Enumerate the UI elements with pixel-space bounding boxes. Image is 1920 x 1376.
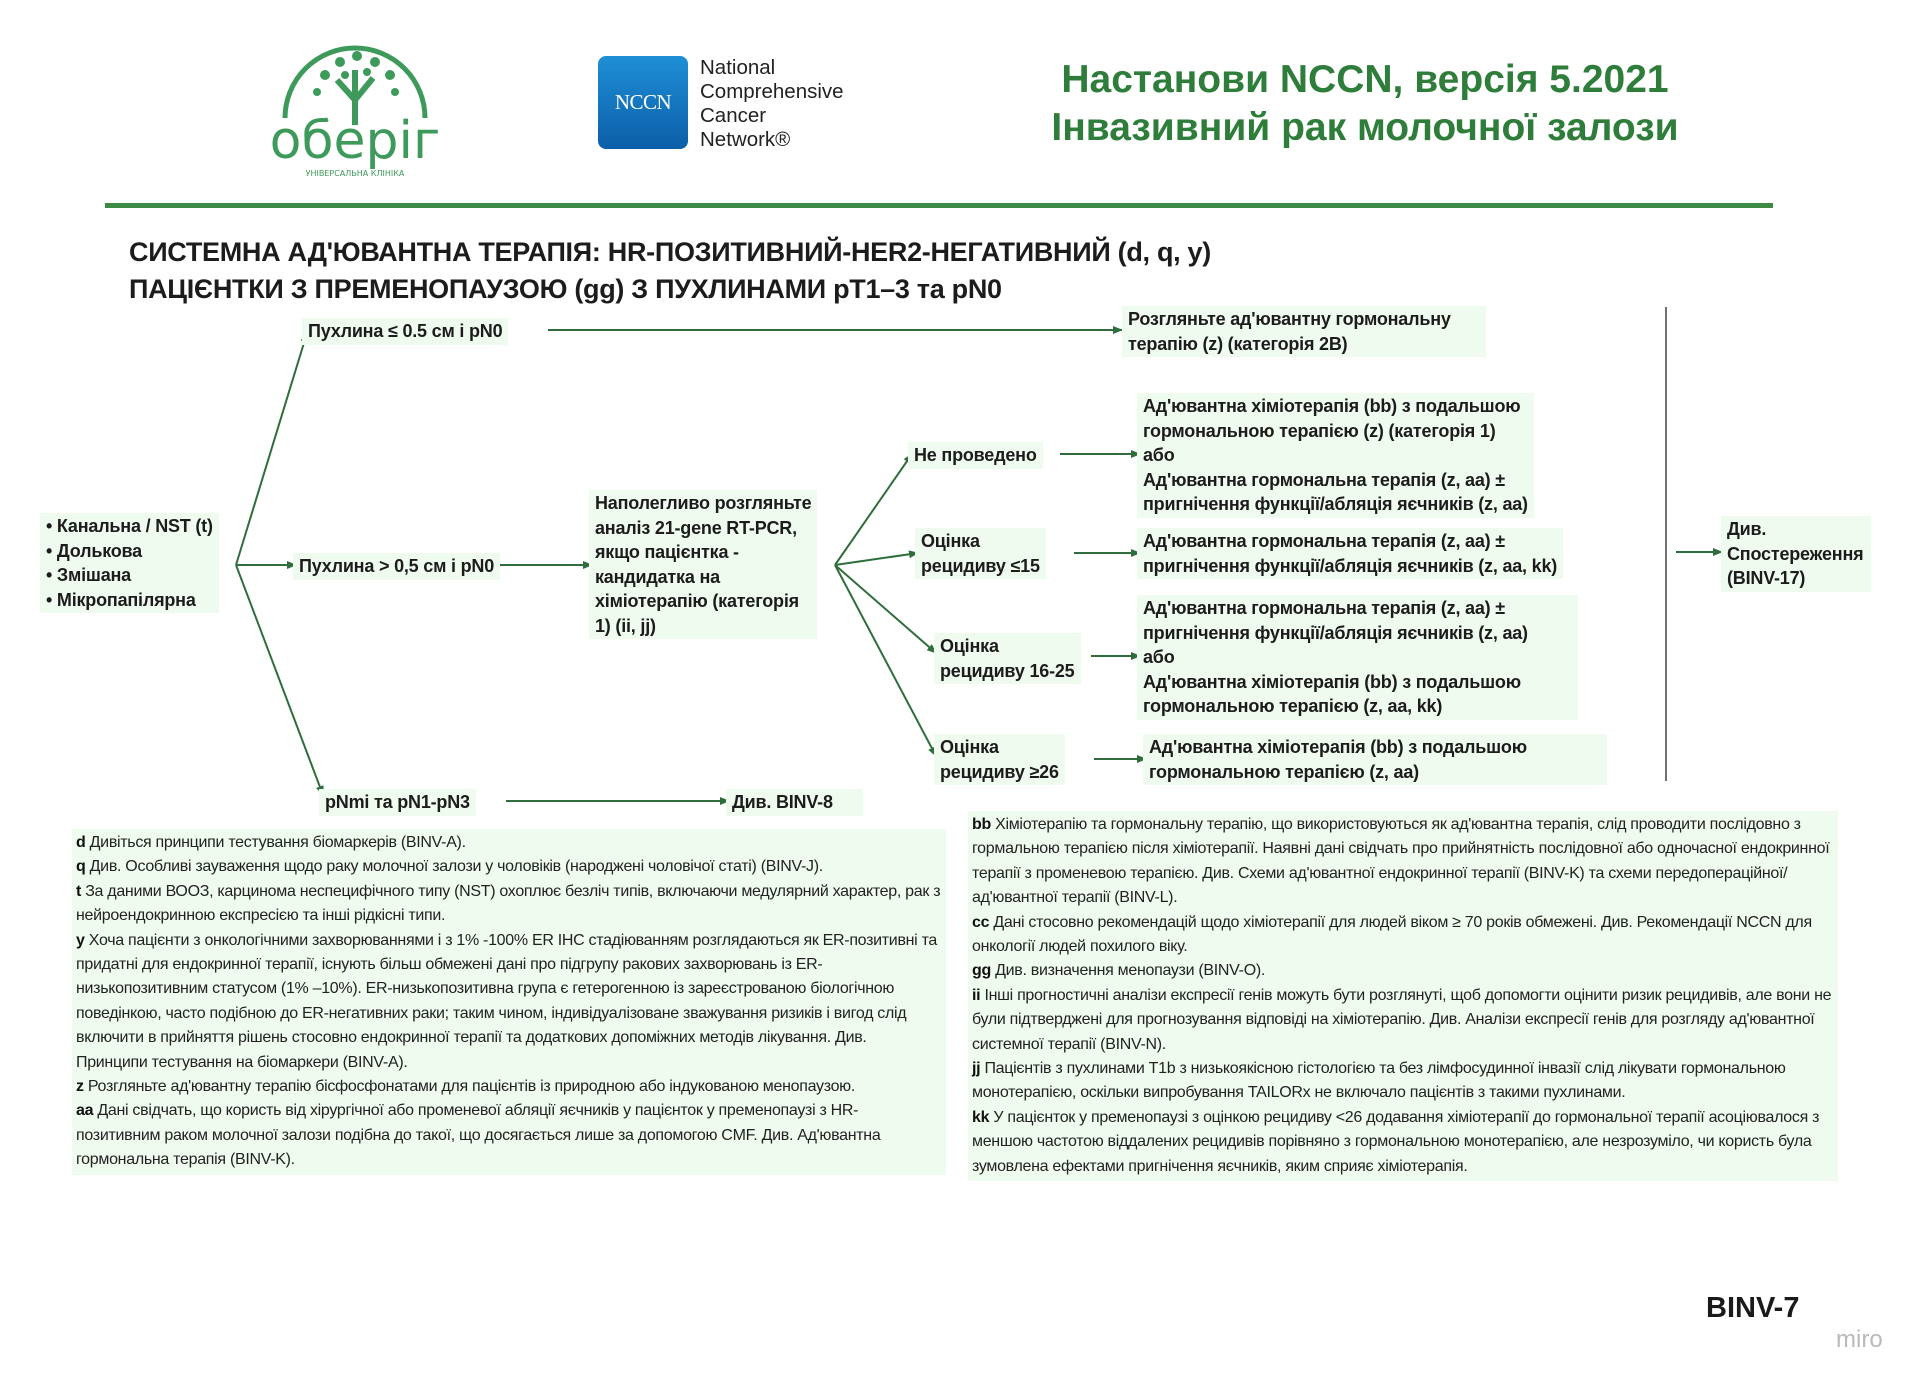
- page-id: BINV-7: [1706, 1292, 1800, 1324]
- footnote-gg: [972, 959, 1834, 983]
- footnote-kk: [972, 1106, 1834, 1179]
- miro-watermark: miro: [1836, 1326, 1883, 1353]
- nccn-line: National: [700, 56, 776, 79]
- node-text: кандидатка на: [595, 566, 720, 587]
- node-text: або: [1143, 647, 1175, 667]
- histology-item: • Долькова: [46, 540, 142, 561]
- node-text: Не проведено: [914, 445, 1037, 465]
- score-le15-node: [915, 528, 1046, 579]
- footnote-key: q: [76, 858, 86, 876]
- footnote-d: [76, 831, 942, 855]
- node-text: пригнічення функції/абляція яєчників (z, aa): [1143, 622, 1528, 643]
- node-text: Див.: [1727, 519, 1767, 539]
- node-text: якщо пацієнтка -: [595, 542, 739, 562]
- node-text: пригнічення функції/абляція яєчників (z, aa, kk): [1143, 555, 1558, 576]
- footnote-aa: [76, 1099, 942, 1172]
- nccn-line: Network®: [700, 128, 791, 151]
- node-text: (BINV-17): [1727, 568, 1806, 588]
- r16-25-result: [1137, 595, 1578, 720]
- score-ge26-node: [934, 734, 1065, 785]
- footnote-key: gg: [972, 962, 991, 980]
- histology-list: [40, 513, 219, 613]
- arrow-to-not-done: [835, 454, 912, 565]
- node-text: Пухлина > 0,5 см і pN0: [299, 556, 495, 576]
- footnote-bb: [972, 813, 1834, 911]
- node-text: Оцінка: [940, 737, 999, 757]
- title-line: Настанови NCCN, версія 5.2021: [1061, 58, 1669, 101]
- not-done-result: [1137, 393, 1534, 518]
- footnotes-left: [72, 829, 946, 1175]
- node-text: рецидиву ≥26: [940, 761, 1059, 782]
- arrow-to-score-le15: [835, 553, 918, 565]
- footnote-text: Розгляньте ад'ювантну терапію бісфосфонатами для пацієнтів із природною або індукованою менопаузою.: [87, 1078, 856, 1096]
- rtpcr-node: [589, 490, 817, 639]
- footnote-jj: [972, 1057, 1834, 1106]
- node-text: Спостереження: [1727, 543, 1864, 564]
- nccn-logo-badge: NCCN: [598, 56, 688, 149]
- footnotes-right: [968, 811, 1838, 1181]
- ge26-result: [1143, 734, 1607, 785]
- large-tumor-node: [293, 553, 500, 580]
- title-line: Інвазивний рак молочної залози: [1051, 106, 1679, 149]
- histology-item: • Змішана: [46, 565, 131, 585]
- node-text: Пухлина ≤ 0.5 см і pN0: [308, 321, 503, 341]
- node-positive-node: [319, 789, 476, 816]
- node-text: Оцінка: [921, 531, 980, 551]
- svg-text:УНІВЕРСАЛЬНА КЛІНІКА: УНІВЕРСАЛЬНА КЛІНІКА: [305, 169, 405, 178]
- le15-result: [1137, 528, 1563, 579]
- footnote-text: Дані стосовно рекомендацій щодо хіміотерапії для людей віком ≥ 70 років обмежені. Див. Рекомендації NCCN для онкології людей похилого віку.: [972, 913, 1812, 956]
- footnote-key: aa: [76, 1102, 94, 1120]
- node-text: Див. BINV-8: [732, 792, 833, 812]
- see-binv8-node[interactable]: [726, 789, 863, 816]
- histology-item: • Мікропапілярна: [46, 589, 196, 610]
- score-16-25-node: [934, 633, 1081, 684]
- footnote-key: cc: [972, 913, 990, 931]
- histology-item: • Канальна / NST (t): [46, 516, 213, 536]
- node-text: гормональною терапією (z, aa, kk): [1143, 696, 1443, 716]
- node-text: Розгляньте ад'ювантну гормональну: [1128, 309, 1451, 329]
- footnote-key: y: [76, 931, 85, 949]
- footnote-text: Див. Особливі зауваження щодо раку молочної залози у чоловіків (народжені чоловічої статі) (BINV-J).: [89, 858, 823, 876]
- footnote-key: jj: [972, 1060, 981, 1078]
- footnote-t: [76, 880, 942, 929]
- footnote-text: Хоча пацієнти з онкологічними захворюваннями і з 1% -100% ER IHC стадіюванням розглядаються як ER-позитивні та придатні для ендокринної терапії, існують більш обмежені дані про підгрупу ракових захворювань із ER-низькопозитивним статусом (1% –10%). ER-низькопозитивна група є гетерогенною із зареєстрованою біологічною поведінкою, часто подібною до ER-негативних раки; таким чином, індивідуалізоване зважування ризиків і вигод слід включити в прийняття рішень стосовно ендокринної терапії та додаткових допоміжних методів лікування. Див. Принципи тестування на біомаркери (BINV-A).: [76, 931, 938, 1071]
- node-text: Ад'ювантна хіміoтерапія (bb) з подальшою: [1143, 671, 1521, 692]
- footnote-y: [76, 929, 942, 1075]
- node-text: хіміотерапію (категорія: [595, 591, 799, 611]
- node-text: Ад'ювантна хіміотерапія (bb) з подальшою: [1143, 396, 1521, 416]
- footnote-key: t: [76, 882, 82, 900]
- footnote-text: У пацієнток у пременопаузі з оцінкою рецидиву <26 додавання хіміотерапії до гормональної терапії асоціювалося з меншою частотою віддалених рецидивів порівняно з гормональною монотерапією, але незрозуміло, чи користь була зумовлена ефектами пригнічення яєчників, яким сприяє хіміотерапія.: [972, 1108, 1820, 1175]
- node-text: Наполегливо розгляньте: [595, 493, 812, 513]
- footnote-key: ii: [972, 986, 981, 1004]
- node-text: гормональною терапією (z, aa): [1149, 761, 1419, 782]
- heading-line: СИСТЕМНА АД'ЮВАНТНА ТЕРАПІЯ: HR-ПОЗИТИВНИЙ-HER2-НЕГАТИВНИЙ (d, q, y): [129, 237, 1211, 267]
- node-text: рецидиву 16-25: [940, 660, 1075, 681]
- node-text: Ад'ювантна гормональна терапія (z, aa) ±: [1143, 531, 1505, 551]
- footnote-text: Дані свідчать, що користь від хірургічної або променевої абляції яєчників у пацієнток у пременопаузі з HR-позитивним раком молочної залози подібна до такої, що досягається лише за допомогою CMF. Див. Ад'ювантна гормональна терапія (BINV-K).: [76, 1102, 881, 1169]
- footnote-key: bb: [972, 816, 991, 833]
- node-text: рецидиву ≤15: [921, 555, 1040, 576]
- footnote-q: [76, 855, 942, 879]
- arrow-to-small-tumor: [236, 333, 307, 565]
- node-text: аналіз 21-gene RT-PCR,: [595, 517, 797, 538]
- arrow-to-score-ge26: [835, 565, 936, 756]
- node-text: pNmi та pN1-pN3: [325, 792, 470, 812]
- small-tumor-node: [302, 318, 508, 345]
- node-text: Ад'ювантна хіміoтерапія (bb) з подальшою: [1149, 737, 1527, 757]
- footnote-text: Інші прогностичні аналізи експресії генів можуть бути розглянуті, щоб допомогти оцінити ризик рецидивів, але вони не були підтверджені для прогнозування відповіді на хіміотерапію. Див. Аналізи експресії генів для розгляду ад'ювантної системної терапії (BINV-N).: [972, 986, 1832, 1053]
- node-text: Ад'ювантна гормональна терапія (z, aa) ±: [1143, 598, 1505, 618]
- nccn-line: Comprehensive: [700, 80, 844, 103]
- footnote-cc: [972, 911, 1834, 960]
- footnote-text: Пацієнтів з пухлинами T1b з низькоякісною гістологією та без лімфосудинної інвазії слід лікувати гормональною монотерапією, оскільки випробування TAILORx не включало пацієнтів з такими пухлинами.: [972, 1060, 1786, 1102]
- small-tumor-result: [1122, 306, 1486, 357]
- footnote-key: z: [76, 1078, 84, 1096]
- footnote-key: d: [76, 834, 86, 851]
- node-text: Оцінка: [940, 636, 999, 656]
- footnote-text: За даними ВООЗ, карцинома неспецифічного типу (NST) охоплює безліч типів, включаючи медулярний характер, рак з нейроендокринною експресією та інші рідкісні типи.: [76, 882, 941, 925]
- svg-text:оберіг: оберіг: [269, 111, 441, 171]
- node-text: Ад'ювантна гормональна терапія (z, aa) ±: [1143, 469, 1505, 490]
- not-done-node: [908, 442, 1043, 469]
- nccn-line: Cancer: [700, 104, 767, 127]
- node-text: або: [1143, 445, 1175, 465]
- footnote-z: [76, 1075, 942, 1099]
- heading-line: ПАЦІЄНТКИ З ПРЕМЕНОПАУЗОЮ (gg) З ПУХЛИНАМИ pT1–3 та pN0: [129, 274, 1002, 304]
- footnote-text: Див. визначення менопаузи (BINV-O).: [995, 962, 1266, 980]
- footnote-key: kk: [972, 1108, 990, 1126]
- node-text: 1) (ii, jj): [595, 615, 656, 636]
- footnote-text: Дивіться принципи тестування біомаркерів (BINV-A).: [89, 834, 466, 851]
- surveillance-node[interactable]: [1721, 516, 1871, 592]
- node-text: пригнічення функції/абляція яєчників (z, aa): [1143, 494, 1528, 514]
- footnote-ii: [972, 984, 1834, 1057]
- node-text: терапію (z) (категорія 2B): [1128, 333, 1348, 354]
- arrow-to-node-positive: [236, 565, 323, 795]
- node-text: гормональною терапією (z) (категорія 1): [1143, 420, 1496, 441]
- footnote-text: Хіміотерапію та гормональну терапію, що використовуються як ад'ювантна терапія, слід проводити послідовно з гормальною терапією після хіміотерапії. Наявні дані свідчать про прийнятність послідовної або одночасної ендокринної терапії з променевою терапією. Див. Схеми ад'ювантної ендокринної терапії (BINV-K) та схеми передопераційної/ ад'ювантної терапії (BINV-L).: [972, 816, 1830, 907]
